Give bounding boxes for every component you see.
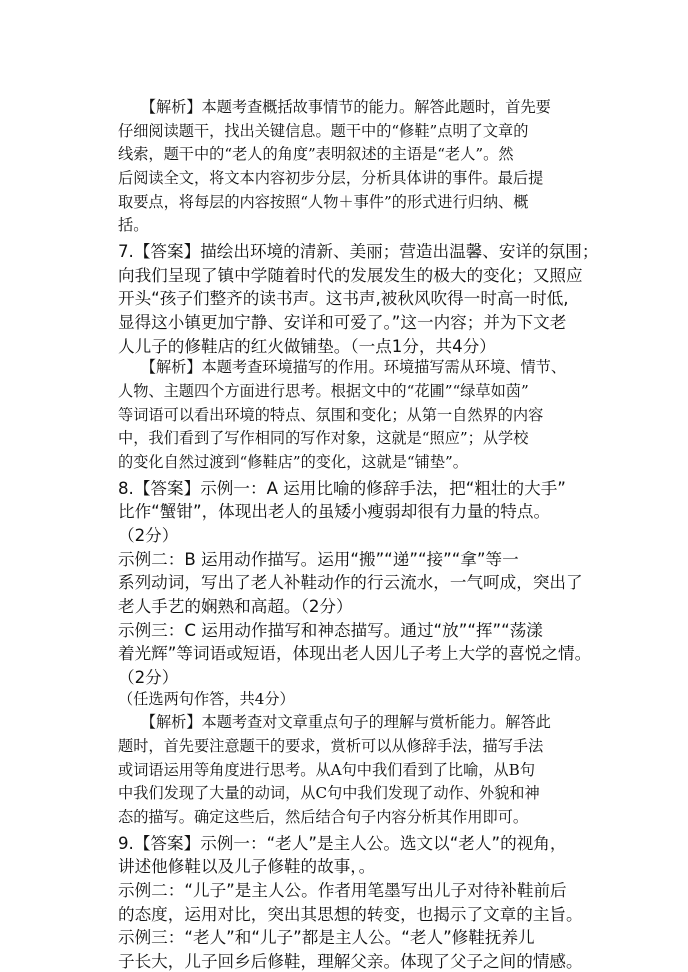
analysis-line: 中我们发现了大量的动词，从C句中我们发现了动作、外貌和神 xyxy=(118,784,540,802)
answer-line: （2分） xyxy=(118,526,179,545)
answer-line: 示例二：“儿子”是主人公。作者用笔墨写出儿子对待补鞋前后 xyxy=(118,881,567,900)
analysis-line: 人物、主题四个方面进行思考。根据文中的“花圃”“绿草如茵” xyxy=(118,382,529,400)
answer-line: 显得这小镇更加宁静、安详和可爱了。”这一内容；并为下文老 xyxy=(118,313,567,332)
answer-line: 示例三：C 运用动作描写和神态描写。通过“放”“挥”“荡漾 xyxy=(118,621,543,640)
answer-line: 开头“孩子们整齐的读书声。这书声,被秋风吹得一时高一时低, xyxy=(118,289,569,308)
analysis-line: 或词语运用等角度进行思考。从A句中我们看到了比喻，从B句 xyxy=(118,761,536,779)
analysis-line: 中，我们看到了写作相同的写作对象，这就是“照应”；从学校 xyxy=(118,429,529,447)
answer-line: （任选两句作答，共4分） xyxy=(118,690,295,708)
answer-line: 7.【答案】描绘出环境的清新、美丽；营造出温馨、安详的氛围； xyxy=(118,242,599,261)
answer-line: 示例三：“老人”和“儿子”都是主人公。“老人”修鞋抚养儿 xyxy=(118,928,535,947)
analysis-line: 【解析】本题考查环境描写的作用。环境描写需从环境、情节、 xyxy=(118,358,567,376)
answer-line: 系列动词，写出了老人补鞋动作的行云流水，一气呵成，突出了 xyxy=(118,573,583,592)
answer-line: 8.【答案】示例一：A 运用比喻的修辞手法，把“粗壮的大手” xyxy=(118,479,566,498)
analysis-line: 题时，首先要注意题干的要求，赏析可以从修辞手法，描写手法 xyxy=(118,737,544,755)
analysis-line: 线索，题干中的“老人的角度”表明叙述的主语是“老人”。然 xyxy=(118,145,514,163)
analysis-line: 仔细阅读题干，找出关键信息。题干中的“修鞋”点明了文章的 xyxy=(118,122,529,140)
answer-line: 着光辉”等词语或短语，体现出老人因儿子考上大学的喜悦之情。 xyxy=(118,644,592,663)
answer-line: 示例二：B 运用动作描写。运用“搬”“递”“接”“拿”等一 xyxy=(118,550,519,569)
analysis-line: 取要点，将每层的内容按照“人物＋事件”的形式进行归纳、概 xyxy=(118,193,529,211)
answer-line: 讲述他修鞋以及儿子修鞋的故事，。 xyxy=(118,857,376,876)
analysis-line: 等词语可以看出环境的特点、氛围和变化；从第一自然界的内容 xyxy=(118,406,544,424)
analysis-line: 【解析】本题考查概括故事情节的能力。解答此题时，首先要 xyxy=(118,98,551,116)
analysis-line: 后阅读全文，将文本内容初步分层，分析具体讲的事件。最后提 xyxy=(118,169,544,187)
analysis-line: 态的描写。确定这些后，然后结合句子内容分析其作用即可。 xyxy=(118,808,529,826)
analysis-line: 括。 xyxy=(118,216,149,234)
answer-line: （2分） xyxy=(118,668,179,687)
answer-line: 比作“蟹钳”，体现出老人的虽矮小瘦弱却很有力量的特点。 xyxy=(118,502,551,521)
answer-line: 9.【答案】示例一：“老人”是主人公。选文以“老人”的视角， xyxy=(118,834,567,853)
answer-line: 的态度，运用对比，突出其思想的转变，也揭示了文章的主旨。 xyxy=(118,905,583,924)
analysis-line: 的变化自然过渡到“修鞋店”的变化，这就是“铺垫”。 xyxy=(118,453,468,471)
answer-line: 子长大，儿子回乡后修鞋，理解父亲。体现了父子之间的情感。 xyxy=(118,952,583,971)
analysis-line: 【解析】本题考查对文章重点句子的理解与赏析能力。解答此 xyxy=(118,713,551,731)
answer-line: 老人手艺的娴熟和高超。（2分） xyxy=(118,597,353,616)
answer-line: 向我们呈现了镇中学随着时代的发展发生的极大的变化；又照应 xyxy=(118,266,583,285)
answer-line: 人儿子的修鞋店的红火做铺垫。（一点1分，共4分） xyxy=(118,337,496,356)
